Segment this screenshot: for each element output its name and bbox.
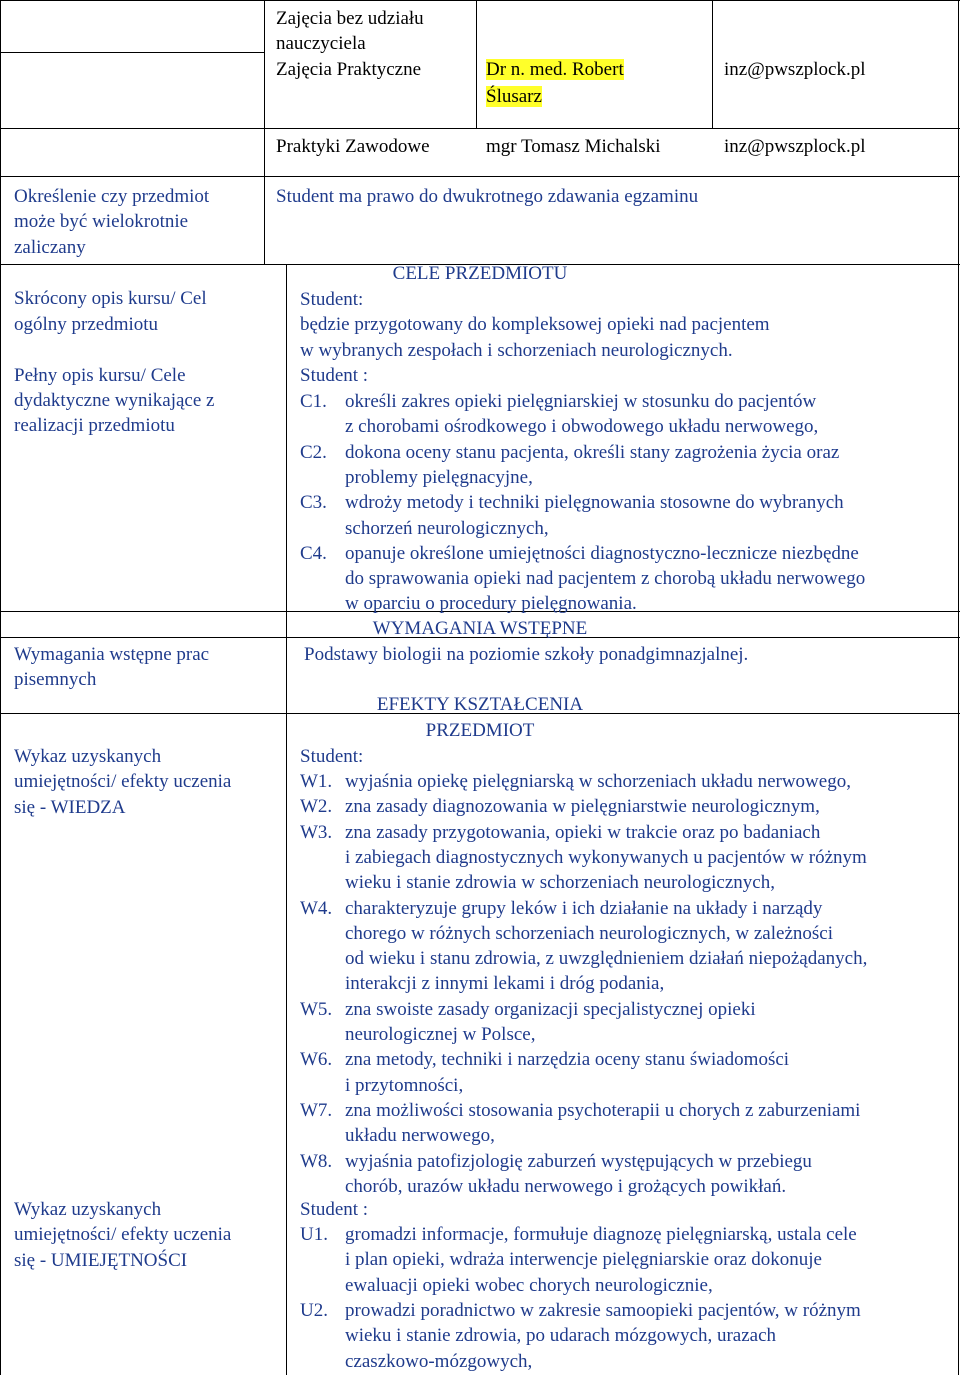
label-wiedza-l2: umiejętności/ efekty uczenia	[14, 771, 232, 792]
wiedza-item-text: od wieku i stanu zdrowia, z uwzględnieniem działań niepożądanych,	[345, 948, 868, 970]
student-label-3: Student:	[300, 746, 364, 767]
email-2: inz@pwszplock.pl	[724, 136, 866, 157]
top-divider-2	[712, 0, 713, 128]
email-1: inz@pwszplock.pl	[724, 59, 866, 80]
label-wiedza-l1: Wykaz uzyskanych	[14, 746, 162, 767]
wiedza-item-text: wyjaśnia opiekę pielęgniarską w schorzeniach układu nerwowego,	[345, 771, 851, 792]
wiedza-item-text: zna zasady diagnozowania w pielęgniarstwie neurologicznym,	[345, 796, 820, 818]
umiejetnosci-item-num: U1.	[300, 1224, 328, 1245]
cele-title: CELE PRZEDMIOTU	[392, 263, 568, 284]
instructor-name-line1: Dr n. med. Robert	[486, 59, 624, 80]
student-label-2: Student :	[300, 365, 369, 386]
label-okreslenie-l2: może być wielokrotnie	[14, 211, 189, 232]
wiedza-item-text: wyjaśnia patofizjologię zaburzeń występujących w przebiegu	[345, 1150, 812, 1172]
umiejetnosci-item-text: i plan opieki, wdraża interwencje pielęgniarskie oraz dokonuje	[345, 1249, 822, 1271]
wiedza-item-text: wieku i stanie zdrowia w schorzeniach neurologicznych,	[345, 872, 775, 894]
supervisor-name: mgr Tomasz Michalski	[486, 136, 661, 157]
wiedza-item-text: zna metody, techniki i narzędzia oceny stanu świadomości	[345, 1049, 790, 1071]
cel-item-num: C1.	[300, 391, 327, 412]
label-pelny-l3: realizacji przedmiotu	[14, 415, 175, 436]
cel-item-text: problemy pielęgnacyjne,	[345, 466, 533, 488]
cel-item-text: z chorobami ośrodkowego i obwodowego układu nerwowego,	[345, 416, 819, 438]
umiejetnosci-item-text: ewaluacji opieki wobec chorych neurologicznie,	[345, 1274, 713, 1296]
row-line-2	[0, 128, 960, 129]
wiedza-item-num: W7.	[300, 1099, 333, 1121]
row-line-1	[0, 52, 264, 53]
wiedza-item-text: zna zasady przygotowania, opieki w trakcie oraz po badaniach	[345, 821, 821, 843]
label-skrocony-l2: ogólny przedmiotu	[14, 314, 159, 335]
wiedza-item-num: W4.	[300, 897, 333, 919]
umiejetnosci-item-text: czaszkowo-mózgowych,	[345, 1350, 533, 1372]
zajecia-bez-udzialu-line1: Zajęcia bez udziału	[276, 8, 424, 29]
cel-item-text: w oparciu o procedury pielęgnowania.	[345, 593, 637, 615]
column-divider-main	[286, 264, 287, 1375]
praktyki-zawodowe: Praktyki Zawodowe	[276, 136, 430, 157]
wiedza-item-num: W3.	[300, 821, 333, 843]
cel-ogolny-l2: w wybranych zespołach i schorzeniach neurologicznych.	[300, 340, 733, 361]
cel-item-text: opanuje określone umiejętności diagnostyczno-lecznicze niezbędne	[345, 542, 859, 564]
wymagania-text: Podstawy biologii na poziomie szkoły ponadgimnazjalnej.	[304, 644, 749, 665]
wiedza-item-text: charakteryzuje grupy leków i ich działanie na układy i narządy	[345, 897, 823, 919]
label-wymagania-l1: Wymagania wstępne prac	[14, 644, 210, 665]
label-umiejetnosci-l3: się - UMIEJĘTNOŚCI	[14, 1250, 188, 1271]
umiejetnosci-item-text: prowadzi poradnictwo w zakresie samoopieki pacjentów, w różnym	[345, 1299, 861, 1321]
instructor-name-line2: Ślusarz	[486, 86, 542, 107]
zajecia-bez-udzialu-line2: nauczyciela	[276, 33, 366, 54]
cel-item-text: do sprawowania opieki nad pacjentem z chorobą układu nerwowego	[345, 568, 866, 590]
wiedza-item-num: W8.	[300, 1150, 333, 1172]
label-pelny-l2: dydaktyczne wynikające z	[14, 390, 215, 411]
wiedza-item-num: W1.	[300, 771, 333, 792]
egzamin-text: Student ma prawo do dwukrotnego zdawania egzaminu	[276, 186, 699, 207]
umiejetnosci-item-text: gromadzi informacje, formułuje diagnozę pielęgniarską, ustala cele	[345, 1224, 857, 1245]
label-okreslenie-l1: Określenie czy przedmiot	[14, 186, 210, 207]
cel-item-text: dokona oceny stanu pacjenta, określi stany zagrożenia życia oraz	[345, 441, 840, 463]
cel-item-num: C3.	[300, 492, 327, 514]
label-wiedza-l3: się - WIEDZA	[14, 797, 126, 818]
wiedza-item-text: zna możliwości stosowania psychoterapii u chorych z zaburzeniami	[345, 1099, 861, 1121]
column-divider-top	[264, 0, 265, 264]
label-umiejetnosci-l2: umiejętności/ efekty uczenia	[14, 1224, 232, 1245]
cel-item-text: określi zakres opieki pielęgniarskiej w stosunku do pacjentów	[345, 391, 817, 412]
label-skrocony-l1: Skrócony opis kursu/ Cel	[14, 288, 207, 309]
wiedza-item-text: neurologicznej w Polsce,	[345, 1024, 536, 1045]
student-label-4: Student :	[300, 1199, 369, 1220]
label-pelny-l1: Pełny opis kursu/ Cele	[14, 365, 186, 386]
label-okreslenie-l3: zaliczany	[14, 237, 86, 258]
cel-item-num: C4.	[300, 542, 327, 564]
top-divider-1	[476, 0, 477, 128]
wiedza-item-text: chorób, urazów układu nerwowego i grożących powikłań.	[345, 1175, 787, 1197]
umiejetnosci-item-text: wieku i stanie zdrowia, po udarach mózgowych, urazach	[345, 1325, 777, 1347]
umiejetnosci-item-num: U2.	[300, 1299, 328, 1321]
wiedza-item-text: i przytomności,	[345, 1074, 464, 1096]
wymagania-title: WYMAGANIA WSTĘPNE	[372, 618, 588, 639]
wiedza-item-num: W5.	[300, 998, 333, 1020]
cel-ogolny-l1: będzie przygotowany do kompleksowej opieki nad pacjentem	[300, 314, 770, 335]
wiedza-item-text: zna swoiste zasady organizacji specjalistycznej opieki	[345, 998, 756, 1020]
top-border	[0, 0, 960, 1]
wiedza-item-text: układu nerwowego,	[345, 1125, 495, 1147]
right-border	[958, 0, 959, 1375]
efekty-title-2: PRZEDMIOT	[425, 720, 535, 741]
wiedza-item-text: interakcji z innymi lekami i dróg podania,	[345, 973, 665, 995]
cel-item-num: C2.	[300, 441, 327, 463]
row-line-3	[0, 176, 960, 177]
label-wymagania-l2: pisemnych	[14, 669, 97, 690]
wiedza-item-num: W2.	[300, 796, 333, 818]
zajecia-praktyczne: Zajęcia Praktyczne	[276, 59, 422, 80]
cel-item-text: wdroży metody i techniki pielęgnowania stosowne do wybranych	[345, 492, 844, 514]
wiedza-item-num: W6.	[300, 1049, 333, 1071]
wiedza-item-text: i zabiegach diagnostycznych wykonywanych u pacjentów w różnym	[345, 846, 867, 868]
label-umiejetnosci-l1: Wykaz uzyskanych	[14, 1199, 162, 1220]
cel-item-text: schorzeń neurologicznych,	[345, 517, 549, 539]
left-border	[0, 0, 1, 1375]
efekty-title-1: EFEKTY KSZTAŁCENIA	[376, 694, 584, 715]
wiedza-item-text: chorego w różnych schorzeniach neurologicznych, w zależności	[345, 922, 833, 944]
student-label-1: Student:	[300, 289, 364, 310]
